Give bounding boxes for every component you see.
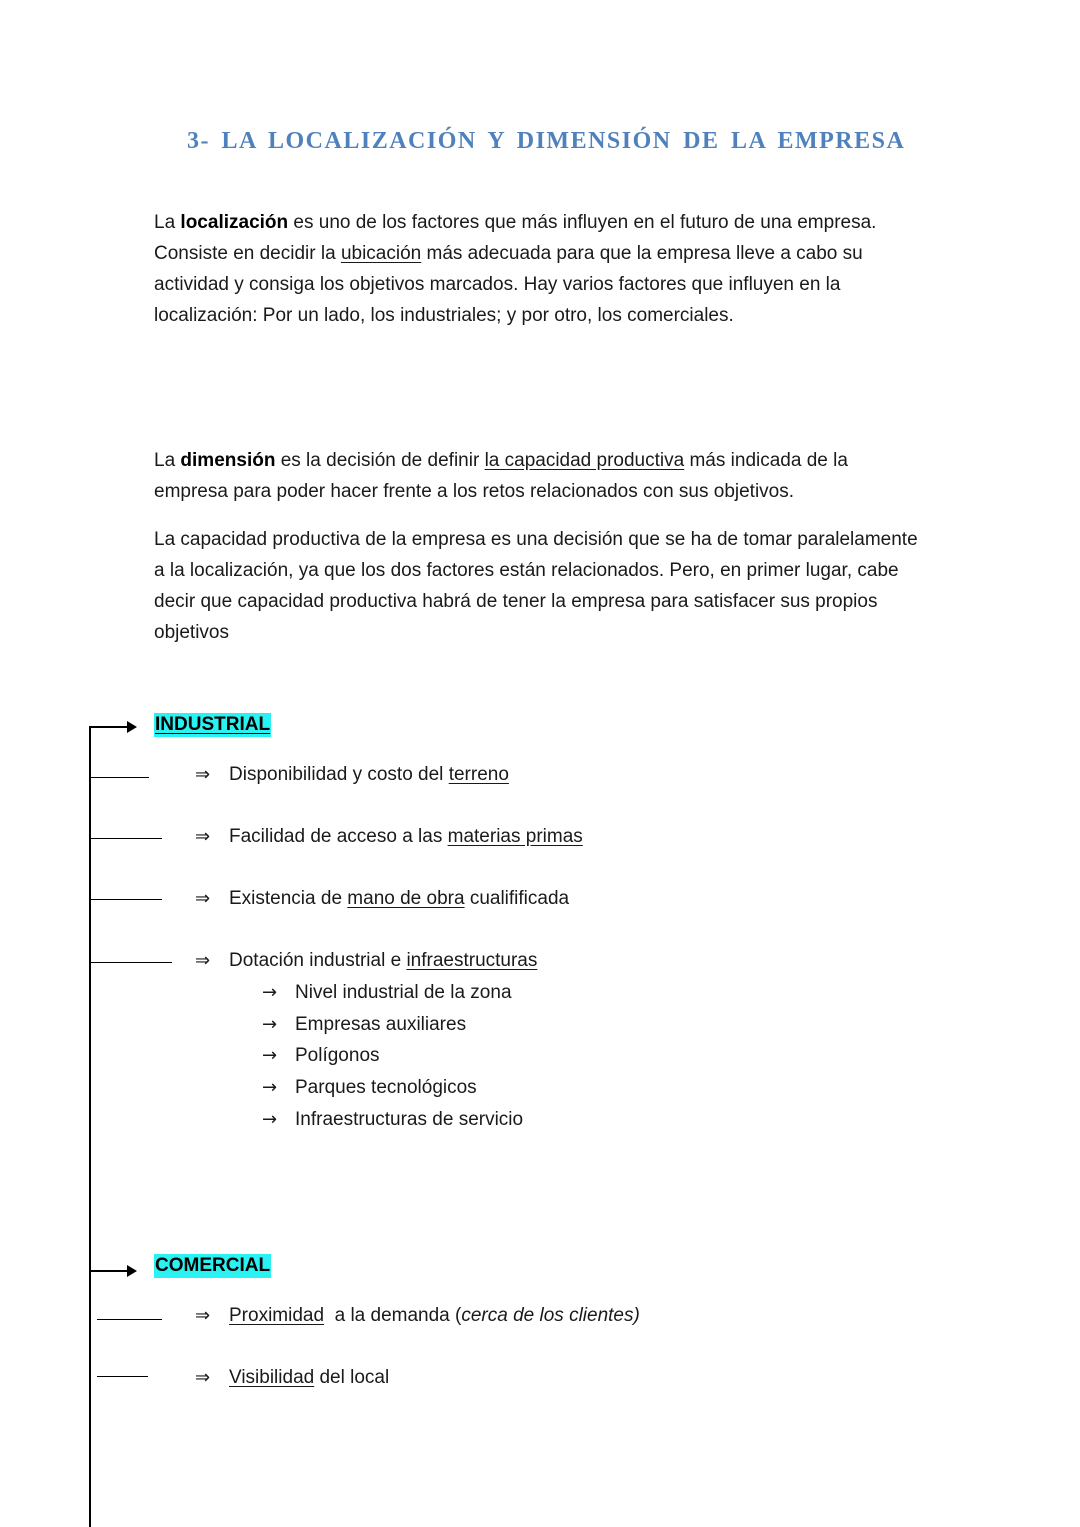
item-underlined: mano de obra (347, 888, 465, 909)
branch-line (89, 899, 162, 900)
p1-text-pre: La (154, 212, 181, 233)
subitem-label: Empresas auxiliares (295, 1014, 467, 1035)
double-arrow-icon: ⇒ (195, 826, 211, 847)
tree-vertical-line (89, 726, 91, 1527)
right-arrow-icon: → (262, 982, 278, 1003)
item-italic: cerca de los clientes) (461, 1305, 640, 1326)
right-arrow-icon: → (262, 1045, 278, 1066)
industrial-section (154, 714, 271, 736)
right-arrow-icon: → (262, 1109, 278, 1130)
subitem-label: Polígonos (295, 1045, 380, 1066)
p1-underlined-term: ubicación (340, 243, 422, 264)
industrial-subitem (262, 1014, 466, 1036)
branch-line (97, 1319, 162, 1320)
industrial-subitem (262, 982, 512, 1004)
industrial-item (195, 764, 509, 786)
item-underlined: terreno (448, 764, 509, 785)
industrial-subitem (262, 1045, 380, 1067)
dimension-paragraph (154, 445, 924, 507)
p2-underlined-term: la capacidad productiva (484, 450, 685, 471)
capacidad-paragraph: La capacidad productiva de la empresa es una decisión que se ha de tomar paralelamente a la localización, ya que los dos factores están relacionados. Pero, en primer lugar, cabe decir que capacidad productiva habrá de tener la empresa para satisfacer sus propios objetivos (154, 529, 918, 643)
p1-bold-term: localización (180, 212, 289, 233)
comercial-item (195, 1305, 640, 1327)
p2-text-mid: es la decisión de definir (275, 450, 485, 471)
double-arrow-icon: ⇒ (195, 764, 211, 785)
page-title: 3- LA LOCALIZACIÓN Y DIMENSIÓN DE LA EMPRESA (187, 128, 906, 154)
comercial-section (154, 1255, 271, 1277)
item-text: Dotación industrial e (229, 950, 407, 971)
subitem-label: Nivel industrial de la zona (295, 982, 512, 1003)
industrial-subitem (262, 1077, 477, 1099)
p2-text-pre: La (154, 450, 181, 471)
branch-line (89, 777, 149, 778)
comercial-heading: COMERCIAL (155, 1255, 271, 1276)
p2-text-post: más indicada de la empresa para poder hacer frente a los retos relacionados con sus objetivos. (154, 450, 848, 502)
double-arrow-icon: ⇒ (195, 888, 211, 909)
branch-line (89, 962, 172, 963)
industrial-subitem (262, 1109, 523, 1131)
double-arrow-icon: ⇒ (195, 950, 211, 971)
comercial-connector (89, 1270, 127, 1272)
item-underlined: Proximidad (229, 1305, 325, 1326)
localizacion-paragraph (154, 207, 924, 331)
item-text: a la demanda ( (324, 1305, 462, 1326)
item-text: Disponibilidad y costo del (229, 764, 449, 785)
subitem-label: Infraestructuras de servicio (295, 1109, 524, 1130)
comercial-item (195, 1367, 389, 1389)
double-arrow-icon: ⇒ (195, 1305, 211, 1326)
p1-text-mid: es uno de los factores que más influyen en el futuro de una empresa. Consiste en decidir la (154, 212, 877, 264)
item-underlined: Visibilidad (229, 1367, 315, 1388)
branch-line (97, 1376, 148, 1377)
item-text-post: del local (314, 1367, 390, 1388)
item-underlined: materias primas (447, 826, 583, 847)
industrial-heading: INDUSTRIAL (155, 714, 271, 735)
comercial-arrowhead (127, 1265, 137, 1277)
item-text: Existencia de (229, 888, 348, 909)
branch-line (89, 838, 162, 839)
industrial-connector (89, 726, 127, 728)
subitem-label: Parques tecnológicos (295, 1077, 477, 1098)
double-arrow-icon: ⇒ (195, 1367, 211, 1388)
p2-bold-term: dimensión (180, 450, 276, 471)
item-underlined: infraestructuras (406, 950, 538, 971)
item-text-post: cualifificada (464, 888, 570, 909)
industrial-item (195, 888, 569, 910)
item-text: Facilidad de acceso a las (229, 826, 448, 847)
right-arrow-icon: → (262, 1077, 278, 1098)
industrial-item (195, 950, 537, 972)
right-arrow-icon: → (262, 1014, 278, 1035)
industrial-item (195, 826, 583, 848)
industrial-arrowhead (127, 721, 137, 733)
p1-text-post: más adecuada para que la empresa lleve a cabo su actividad y consiga los objetivos marcados. Hay varios factores que influyen en la localización: Por un lado, los industriales; y por otro, los comerciales. (154, 243, 863, 326)
